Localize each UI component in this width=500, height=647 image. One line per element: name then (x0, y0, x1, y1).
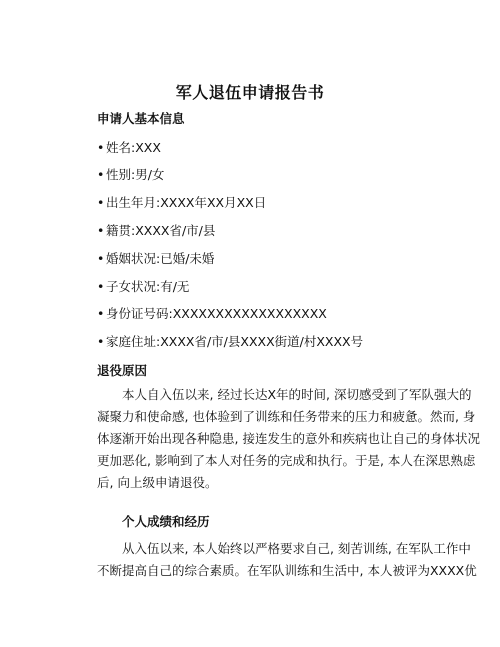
list-item-name (97, 138, 161, 156)
list-item-id-number (97, 304, 327, 322)
paragraph-line: 凝聚力和使命感, 也体验到了训练和任务带来的压力和疲惫。然而, 身 (97, 409, 476, 424)
paragraph-line: 不断提高自己的综合素质。在军队训练和生活中, 本人被评为XXXX优 (97, 563, 477, 578)
paragraph-line: 本人自入伍以来, 经过长达X年的时间, 深切感受到了军队强大的 (122, 387, 472, 402)
list-item-gender (97, 165, 164, 183)
list-item-text: 姓名:XXX (106, 140, 161, 155)
paragraph-line: 后, 向上级申请退役。 (97, 475, 218, 490)
bullet-icon: • (97, 195, 105, 210)
list-item-text: 婚姻状况:已婚/未婚 (106, 251, 215, 266)
list-item-text: 出生年月:XXXX年XX月XX日 (106, 195, 267, 210)
list-item-text: 籍贯:XXXX省/市/县 (106, 223, 216, 238)
list-item-text: 家庭住址:XXXX省/市/县XXXX街道/村XXXX号 (106, 334, 364, 349)
list-item-address (97, 332, 363, 350)
list-item-children (97, 277, 189, 295)
bullet-icon: • (97, 279, 105, 294)
list-item-marital-status (97, 249, 214, 267)
list-item-birthdate (97, 193, 266, 211)
bullet-icon: • (97, 306, 105, 321)
list-item-text: 性别:男/女 (106, 167, 165, 182)
paragraph-line: 体逐渐开始出现各种隐患, 接连发生的意外和疾病也让自己的身体状况 (97, 431, 480, 446)
paragraph-experience (97, 538, 477, 582)
document-title: 军人退伍申请报告书 (175, 83, 325, 102)
bullet-icon: • (97, 167, 105, 182)
bullet-icon: • (97, 140, 105, 155)
paragraph-line: 从入伍以来, 本人始终以严格要求自己, 刻苦训练, 在军队工作中 (122, 541, 471, 556)
bullet-icon: • (97, 334, 105, 349)
section-heading-experience: 个人成绩和经历 (122, 514, 210, 529)
paragraph-line: 更加恶化, 影响到了本人对任务的完成和执行。于是, 本人在深思熟虑 (97, 453, 476, 468)
bullet-icon: • (97, 223, 105, 238)
paragraph-reason (97, 384, 480, 494)
list-item-text: 身份证号码:XXXXXXXXXXXXXXXXXX (106, 306, 327, 321)
bullet-icon: • (97, 251, 105, 266)
list-item-text: 子女状况:有/无 (106, 279, 190, 294)
list-item-native-place (97, 221, 215, 239)
section-heading-reason: 退役原因 (97, 363, 148, 378)
section-heading-basic-info: 申请人基本信息 (97, 111, 185, 126)
